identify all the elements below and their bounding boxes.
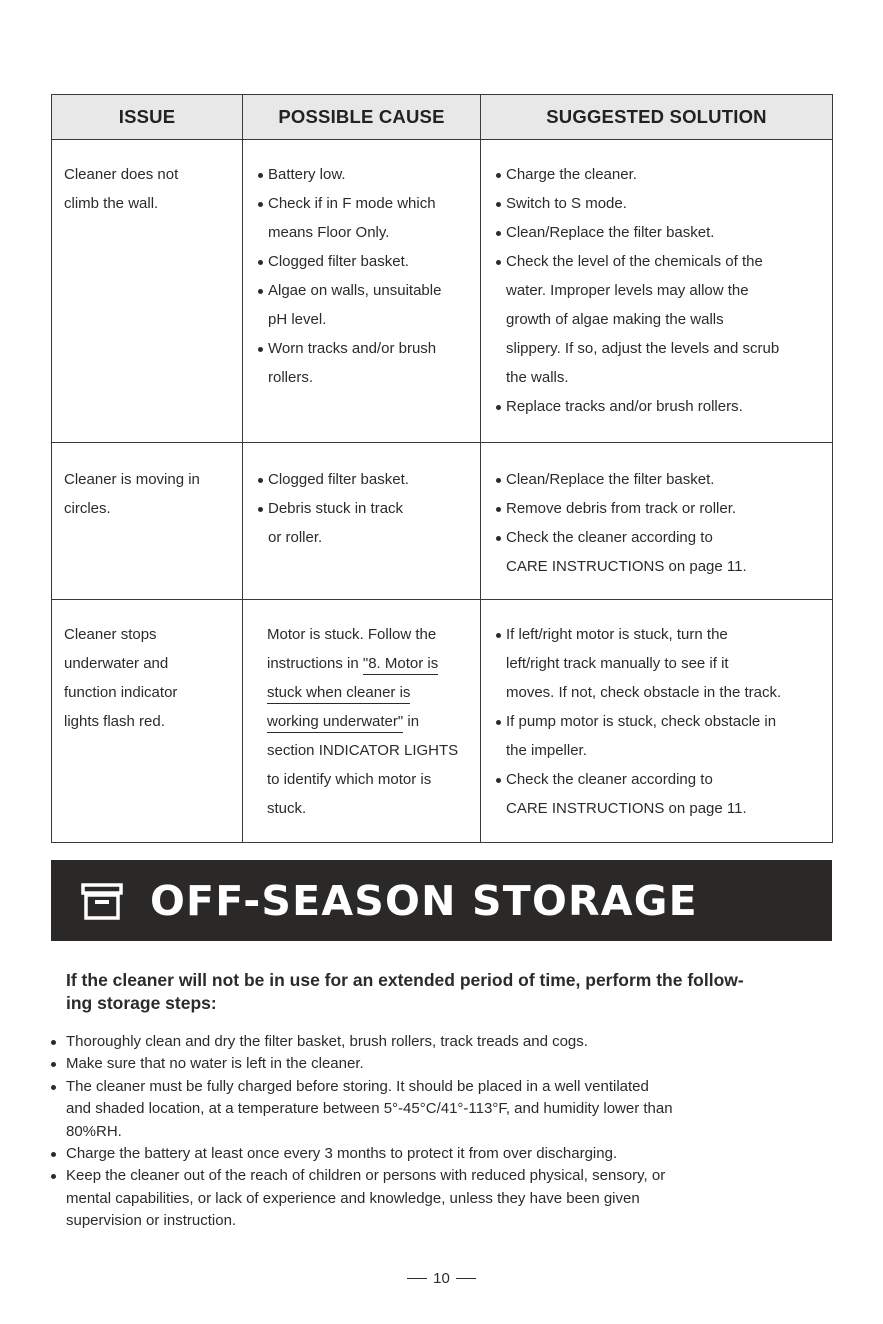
cause-line: Debris stuck in track: [268, 500, 404, 517]
solution-item: [487, 189, 832, 218]
solution-line: CARE INSTRUCTIONS on page 11.: [506, 800, 747, 817]
cause-line: Clogged filter basket.: [268, 471, 409, 488]
header-possible-cause: POSSIBLE CAUSE: [243, 95, 481, 140]
solution-line: Charge the cleaner.: [506, 166, 637, 183]
issue-cell: [52, 140, 243, 443]
section-reference-link[interactable]: working underwater": [267, 713, 403, 733]
cause-cell: [243, 443, 481, 600]
solution-cell: [481, 600, 833, 843]
storage-intro: [66, 969, 826, 1015]
header-issue: ISSUE: [52, 95, 243, 140]
cause-paragraph: [249, 620, 480, 823]
section-title: OFF-SEASON STORAGE: [150, 876, 698, 925]
cause-item: [249, 160, 480, 189]
solution-line: slippery. If so, adjust the levels and scrub: [506, 340, 780, 357]
solution-item: [487, 707, 832, 765]
solution-item: [487, 523, 832, 581]
table-header-row: [52, 95, 833, 140]
step-line: and shaded location, at a temperature between 5°-45°C/41°-113°F, and humidity lower than: [66, 1100, 673, 1118]
cause-line: stuck.: [267, 800, 307, 817]
step-line: Thoroughly clean and dry the filter basket, brush rollers, track treads and cogs.: [66, 1033, 588, 1050]
cause-line: rollers.: [268, 369, 314, 386]
list-item: [50, 1053, 840, 1075]
solution-cell: [481, 443, 833, 600]
cause-item: [249, 247, 480, 276]
solution-line: moves. If not, check obstacle in the track.: [506, 684, 782, 701]
solution-line: If left/right motor is stuck, turn the: [506, 626, 728, 643]
issue-line: underwater and: [64, 655, 169, 672]
solution-list: [487, 160, 832, 421]
cause-line: pH level.: [268, 311, 327, 328]
solution-line: Switch to S mode.: [506, 195, 627, 212]
issue-line: Cleaner stops: [64, 626, 157, 643]
solution-line: water. Improper levels may allow the: [506, 282, 749, 299]
step-line: The cleaner must be fully charged before storing. It should be placed in a well ventilated: [66, 1077, 649, 1095]
cause-line: Battery low.: [268, 166, 346, 183]
cause-line: Clogged filter basket.: [268, 253, 409, 270]
cause-line: Worn tracks and/or brush: [268, 340, 437, 357]
solution-line: Check the level of the chemicals of the: [506, 253, 763, 270]
solution-line: Clean/Replace the filter basket.: [506, 224, 715, 241]
issue-line: circles.: [64, 500, 111, 517]
page-number: [0, 1270, 883, 1287]
storage-box-icon: [81, 881, 123, 921]
solution-item: [487, 494, 832, 523]
cause-line: Algae on walls, unsuitable: [268, 282, 442, 299]
cause-line: [267, 649, 474, 678]
solution-item: [487, 160, 832, 189]
step-line: mental capabilities, or lack of experience and knowledge, unless they have been given: [66, 1189, 640, 1207]
issue-cell: [52, 600, 243, 843]
table-row: [52, 443, 833, 600]
step-line: Make sure that no water is left in the cleaner.: [66, 1055, 364, 1073]
issue-line: lights flash red.: [64, 713, 165, 730]
solution-line: Remove debris from track or roller.: [506, 500, 737, 517]
issue-line: Cleaner is moving in: [64, 471, 200, 488]
cause-item: [249, 189, 480, 247]
solution-cell: [481, 140, 833, 443]
cause-line: to identify which motor is: [267, 771, 432, 788]
cause-item: [249, 276, 480, 334]
cause-line: means Floor Only.: [268, 224, 390, 241]
list-item: [50, 1143, 840, 1165]
step-line: Keep the cleaner out of the reach of children or persons with reduced physical, sensory, or: [66, 1167, 666, 1185]
solution-line: Replace tracks and/or brush rollers.: [506, 398, 743, 415]
solution-item: [487, 247, 832, 392]
cause-line: Motor is stuck. Follow the: [267, 626, 437, 643]
solution-item: [487, 218, 832, 247]
cause-text: in: [403, 713, 420, 730]
header-suggested-solution: SUGGESTED SOLUTION: [481, 95, 833, 140]
solution-line: the impeller.: [506, 742, 587, 759]
section-reference-link[interactable]: "8. Motor is: [363, 655, 438, 675]
section-reference-link[interactable]: stuck when cleaner is: [267, 684, 410, 704]
table-row: [52, 140, 833, 443]
cause-list: [249, 160, 480, 392]
solution-item: [487, 465, 832, 494]
cause-cell: [243, 600, 481, 843]
list-item: [50, 1076, 840, 1143]
solution-item: [487, 620, 832, 707]
issue-line: Cleaner does not: [64, 166, 179, 183]
solution-line: Clean/Replace the filter basket.: [506, 471, 715, 488]
cause-line: [267, 707, 474, 736]
solution-line: CARE INSTRUCTIONS on page 11.: [506, 558, 747, 575]
issue-line: function indicator: [64, 684, 178, 701]
solution-list: [487, 620, 832, 823]
solution-line: Check the cleaner according to: [506, 771, 713, 788]
cause-item: [249, 465, 480, 494]
step-line: Charge the battery at least once every 3 months to protect it from over discharging.: [66, 1145, 618, 1163]
issue-line: climb the wall.: [64, 195, 159, 212]
troubleshooting-table: [51, 94, 833, 843]
cause-item: [249, 494, 480, 552]
cause-line: Check if in F mode which: [268, 195, 436, 212]
solution-line: growth of algae making the walls: [506, 311, 724, 328]
cause-line: [267, 678, 474, 707]
storage-steps-list: [50, 1031, 840, 1233]
intro-line: ing storage steps:: [66, 993, 217, 1013]
intro-line: If the cleaner will not be in use for an extended period of time, perform the follow-: [66, 970, 744, 990]
solution-line: If pump motor is stuck, check obstacle in: [506, 713, 777, 730]
page-number-dash: [407, 1278, 427, 1279]
cause-line: or roller.: [268, 529, 323, 546]
table-row: [52, 600, 833, 843]
solution-list: [487, 465, 832, 581]
list-item: [50, 1165, 840, 1232]
cause-line: section INDICATOR LIGHTS: [267, 742, 459, 759]
cause-item: [249, 334, 480, 392]
issue-cell: [52, 443, 243, 600]
cause-text: instructions in: [267, 655, 363, 672]
step-line: 80%RH.: [66, 1122, 122, 1140]
cause-cell: [243, 140, 481, 443]
cause-list: [249, 465, 480, 552]
solution-line: left/right track manually to see if it: [506, 655, 729, 672]
solution-line: the walls.: [506, 369, 569, 386]
solution-item: [487, 765, 832, 823]
step-line: supervision or instruction.: [66, 1212, 237, 1230]
section-banner: [51, 860, 832, 941]
page-number-dash: [456, 1278, 476, 1279]
list-item: [50, 1031, 840, 1053]
solution-item: [487, 392, 832, 421]
solution-line: Check the cleaner according to: [506, 529, 713, 546]
page-number-value: 10: [433, 1270, 450, 1287]
